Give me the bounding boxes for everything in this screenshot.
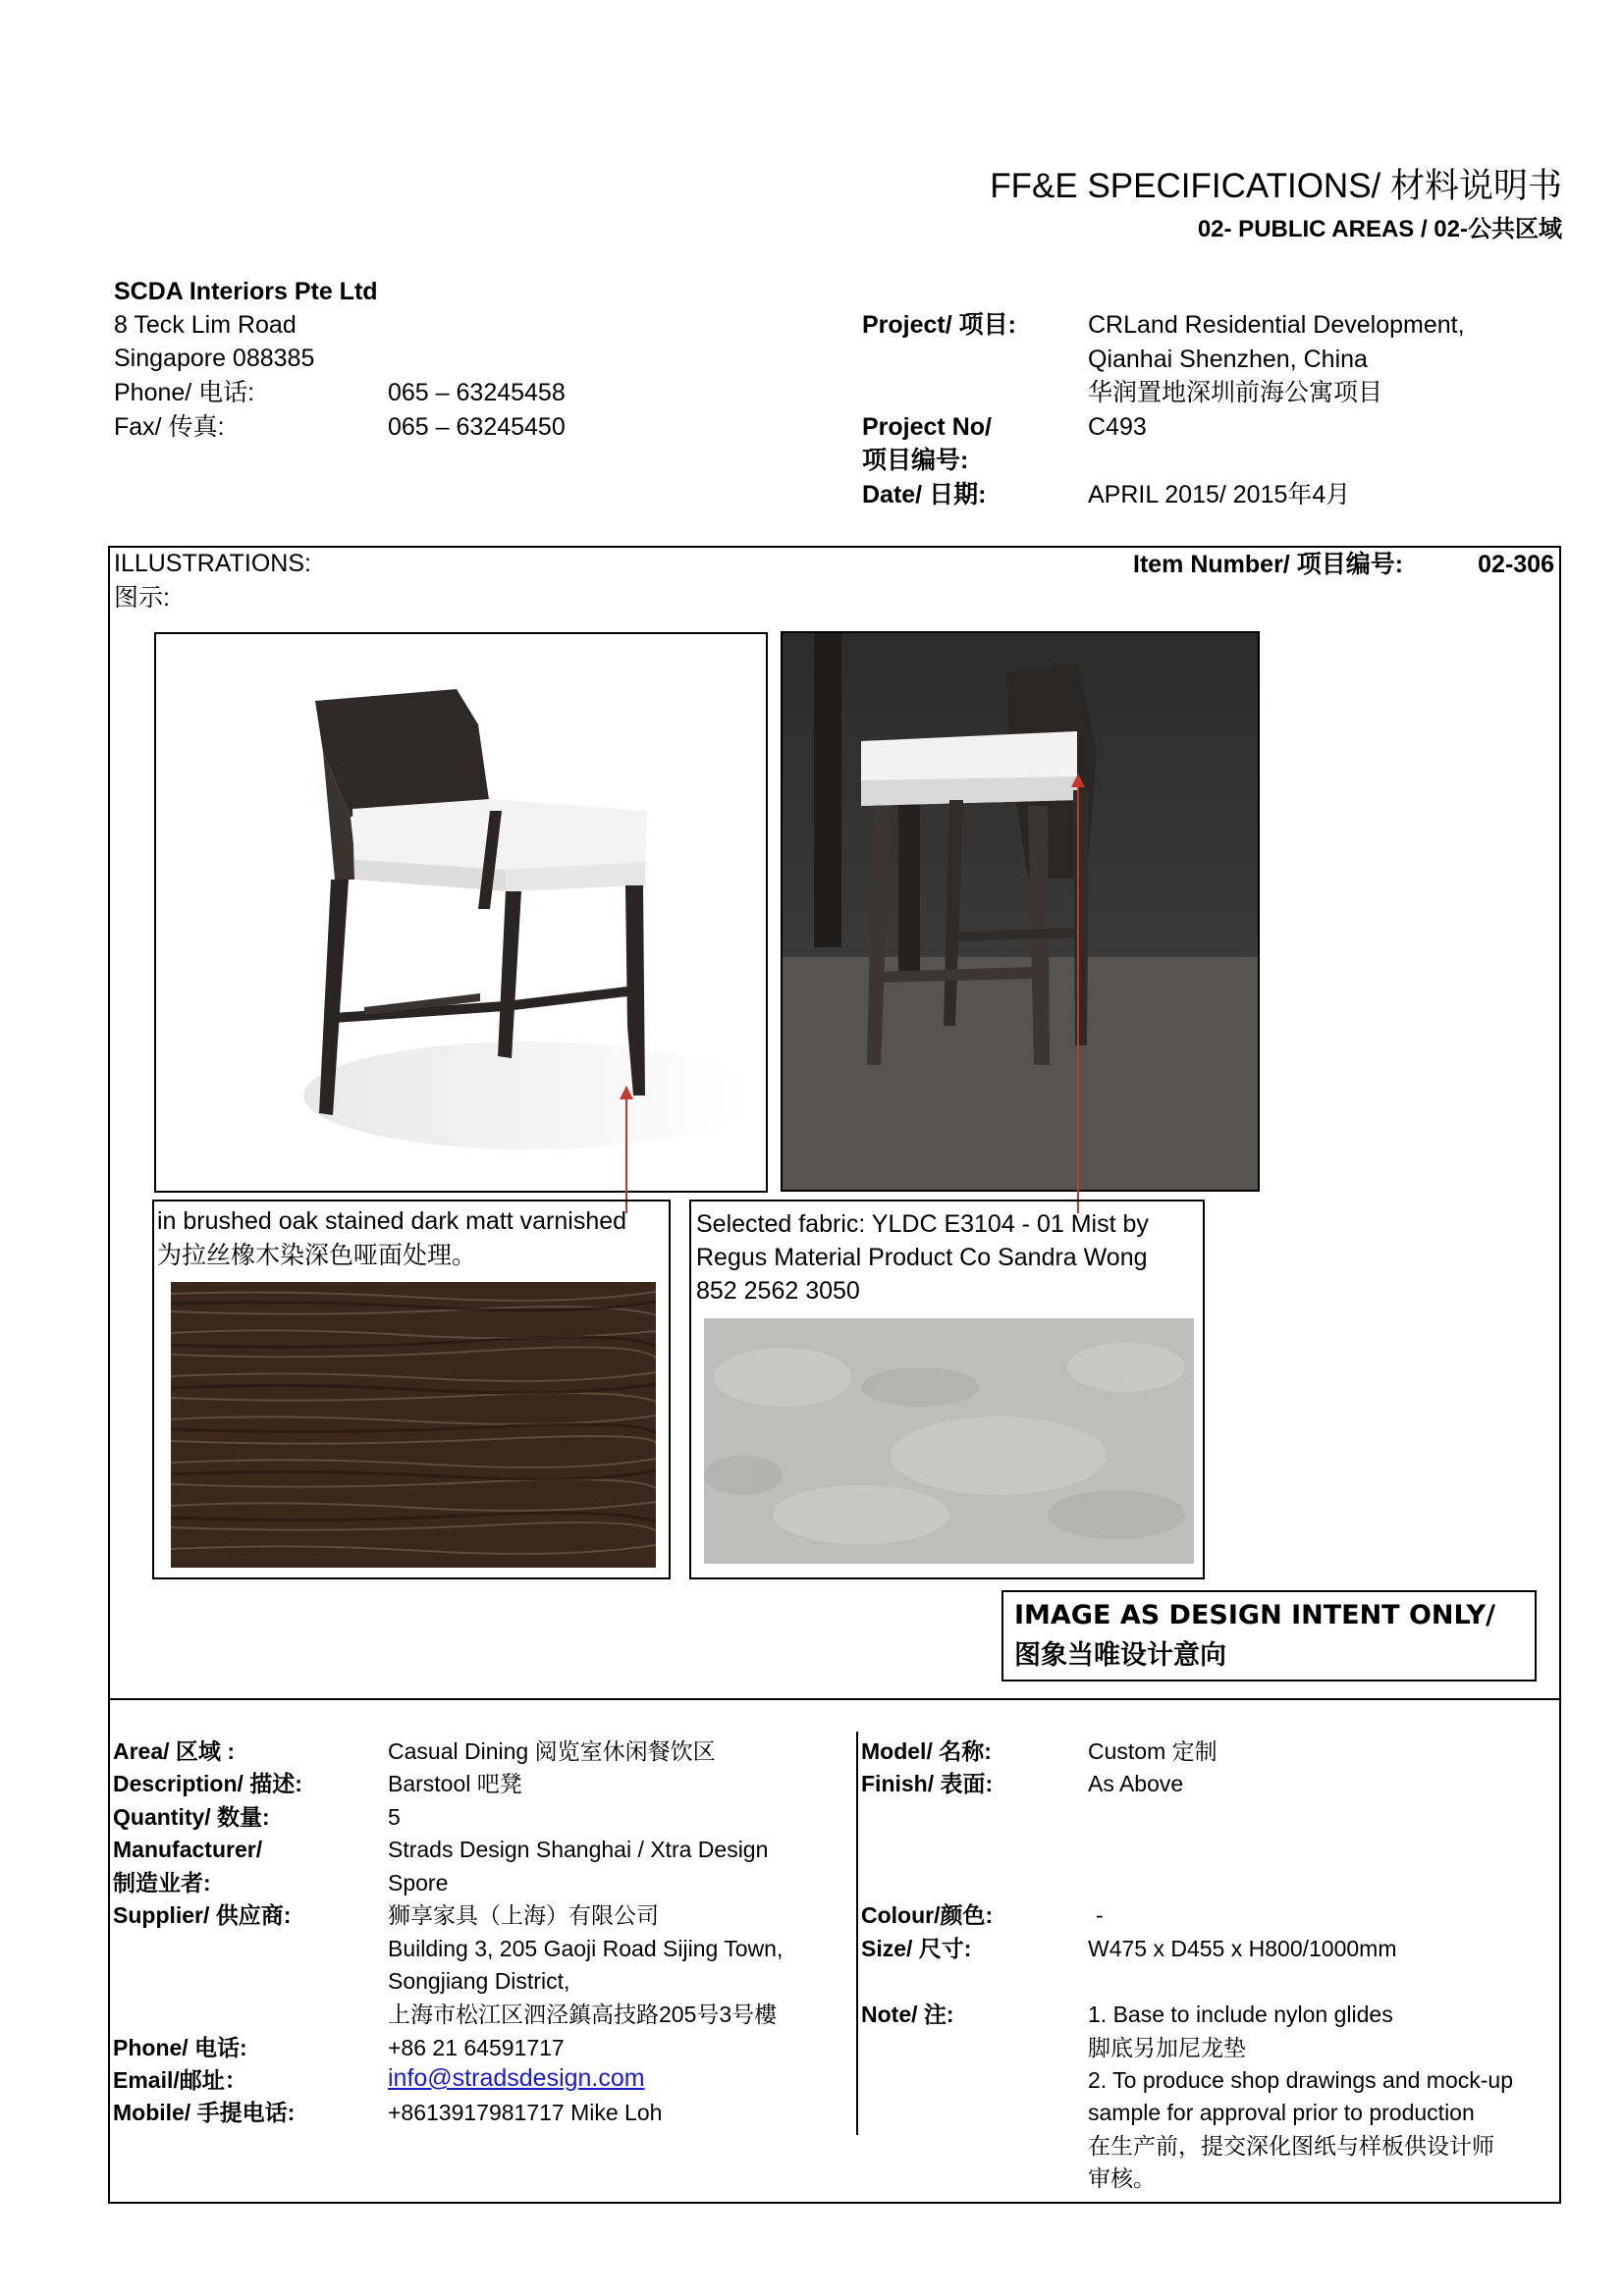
fabric-swatch-image — [704, 1318, 1194, 1564]
details-column-divider — [856, 1732, 858, 2135]
project-label: Project/ 项目: — [862, 311, 1016, 339]
supplier-value-1: 狮享家具（上海）有限公司 — [388, 1902, 659, 1928]
fabric-text-2: Regus Material Product Co Sandra Wong — [696, 1244, 1148, 1271]
manufacturer-value-1: Strads Design Shanghai / Xtra Design — [388, 1837, 769, 1862]
design-intent-text-2: 图象当唯设计意向 — [1014, 1640, 1226, 1671]
company-fax: 065 – 63245450 — [388, 413, 566, 441]
project-name-line-1: CRLand Residential Development, — [1088, 311, 1465, 339]
section-divider — [108, 1698, 1561, 1700]
colour-label: Colour/颜色: — [861, 1902, 994, 1928]
note-2-line-4: 审核。 — [1088, 2165, 1156, 2191]
model-value: Custom 定制 — [1088, 1738, 1217, 1764]
document-subtitle: 02- PUBLIC AREAS / 02-公共区域 — [1197, 216, 1562, 242]
note-2-line-3: 在生产前，提交深化图纸与样板供设计师 — [1088, 2133, 1494, 2159]
fabric-arrow-line — [1077, 785, 1079, 1213]
company-phone-label: Phone/ 电话: — [114, 379, 255, 406]
supplier-value-4: 上海市松江区泗泾鎮高技路205号3号樓 — [388, 2002, 778, 2027]
size-value: W475 x D455 x H800/1000mm — [1088, 1936, 1397, 1961]
note-1-cn: 脚底另加尼龙垫 — [1088, 2035, 1246, 2060]
supplier-phone-label: Phone/ 电话: — [113, 2035, 247, 2060]
email-link[interactable]: info@stradsdesign.com — [388, 2064, 645, 2092]
item-number-label: Item Number/ 项目编号: — [1133, 551, 1404, 578]
company-phone: 065 – 63245458 — [388, 379, 566, 406]
finish-value: As Above — [1088, 1771, 1184, 1796]
supplier-phone: +86 21 64591717 — [388, 2035, 565, 2060]
quantity-value: 5 — [388, 1804, 401, 1830]
supplier-value-2: Building 3, 205 Gaoji Road Sijing Town, — [388, 1936, 784, 1961]
note-2-line-1: 2. To produce shop drawings and mock-up — [1088, 2067, 1514, 2093]
fabric-text-3: 852 2562 3050 — [696, 1277, 860, 1305]
design-intent-text-1: IMAGE AS DESIGN INTENT ONLY/ — [1014, 1600, 1495, 1630]
area-value: Casual Dining 阅览室休闲餐饮区 — [388, 1738, 716, 1764]
supplier-value-3: Songjiang District, — [388, 1968, 570, 1994]
manufacturer-value-2: Spore — [388, 1870, 449, 1896]
mobile-value: +8613917981717 Mike Loh — [388, 2100, 663, 2125]
finish-label: Finish/ 表面: — [861, 1771, 994, 1796]
project-number-label-1: Project No/ — [862, 413, 992, 441]
email-label: Email/邮址： — [113, 2067, 247, 2093]
item-number: 02-306 — [1478, 551, 1554, 578]
wood-swatch-image — [171, 1282, 656, 1568]
quantity-label: Quantity/ 数量: — [113, 1804, 270, 1830]
fabric-text-1: Selected fabric: YLDC E3104 - 01 Mist by — [696, 1210, 1149, 1238]
company-fax-label: Fax/ 传真: — [114, 413, 225, 441]
mobile-label: Mobile/ 手提电话: — [113, 2100, 296, 2125]
barstool-photo-drawing — [783, 633, 1258, 1190]
illustrations-heading-cn: 图示: — [114, 584, 170, 612]
date-label: Date/ 日期: — [862, 481, 987, 508]
barstool-render-drawing — [156, 634, 766, 1191]
barstool-render-image — [154, 632, 768, 1193]
wood-finish-text-1: in brushed oak stained dark matt varnished — [157, 1207, 627, 1235]
project-name-line-3: 华润置地深圳前海公寓项目 — [1088, 379, 1383, 406]
area-label: Area/ 区域 : — [113, 1738, 235, 1764]
fabric-arrow-head — [1071, 774, 1085, 787]
barstool-photo-image — [781, 631, 1260, 1192]
description-value: Barstool 吧凳 — [388, 1771, 522, 1796]
note-2-line-2: sample for approval prior to production — [1088, 2100, 1475, 2125]
project-number-label-2: 项目编号: — [862, 447, 969, 474]
project-name-line-2: Qianhai Shenzhen, China — [1088, 346, 1368, 373]
manufacturer-label-1: Manufacturer/ — [113, 1837, 263, 1862]
description-label: Description/ 描述: — [113, 1771, 302, 1796]
document-title: FF&E SPECIFICATIONS/ 材料说明书 — [990, 167, 1562, 205]
company-address-1: 8 Teck Lim Road — [114, 311, 297, 339]
project-number: C493 — [1088, 413, 1147, 441]
colour-value: - — [1096, 1902, 1104, 1928]
wood-grain-drawing — [171, 1282, 656, 1568]
supplier-label: Supplier/ 供应商: — [113, 1902, 292, 1928]
model-label: Model/ 名称: — [861, 1738, 992, 1764]
finish-arrow-head — [620, 1086, 633, 1099]
manufacturer-label-2: 制造业者: — [113, 1870, 211, 1896]
size-label: Size/ 尺寸: — [861, 1936, 972, 1961]
illustrations-heading: ILLUSTRATIONS: — [114, 550, 311, 577]
finish-arrow-line — [625, 1097, 627, 1213]
company-address-2: Singapore 088385 — [114, 345, 315, 372]
company-name: SCDA Interiors Pte Ltd — [114, 278, 378, 305]
project-date: APRIL 2015/ 2015年4月 — [1088, 481, 1351, 508]
note-1-en: 1. Base to include nylon glides — [1088, 2002, 1393, 2027]
note-label: Note/ 注: — [861, 2002, 954, 2027]
fabric-texture-drawing — [704, 1318, 1194, 1564]
wood-finish-text-2: 为拉丝橡木染深色哑面处理。 — [157, 1242, 477, 1269]
